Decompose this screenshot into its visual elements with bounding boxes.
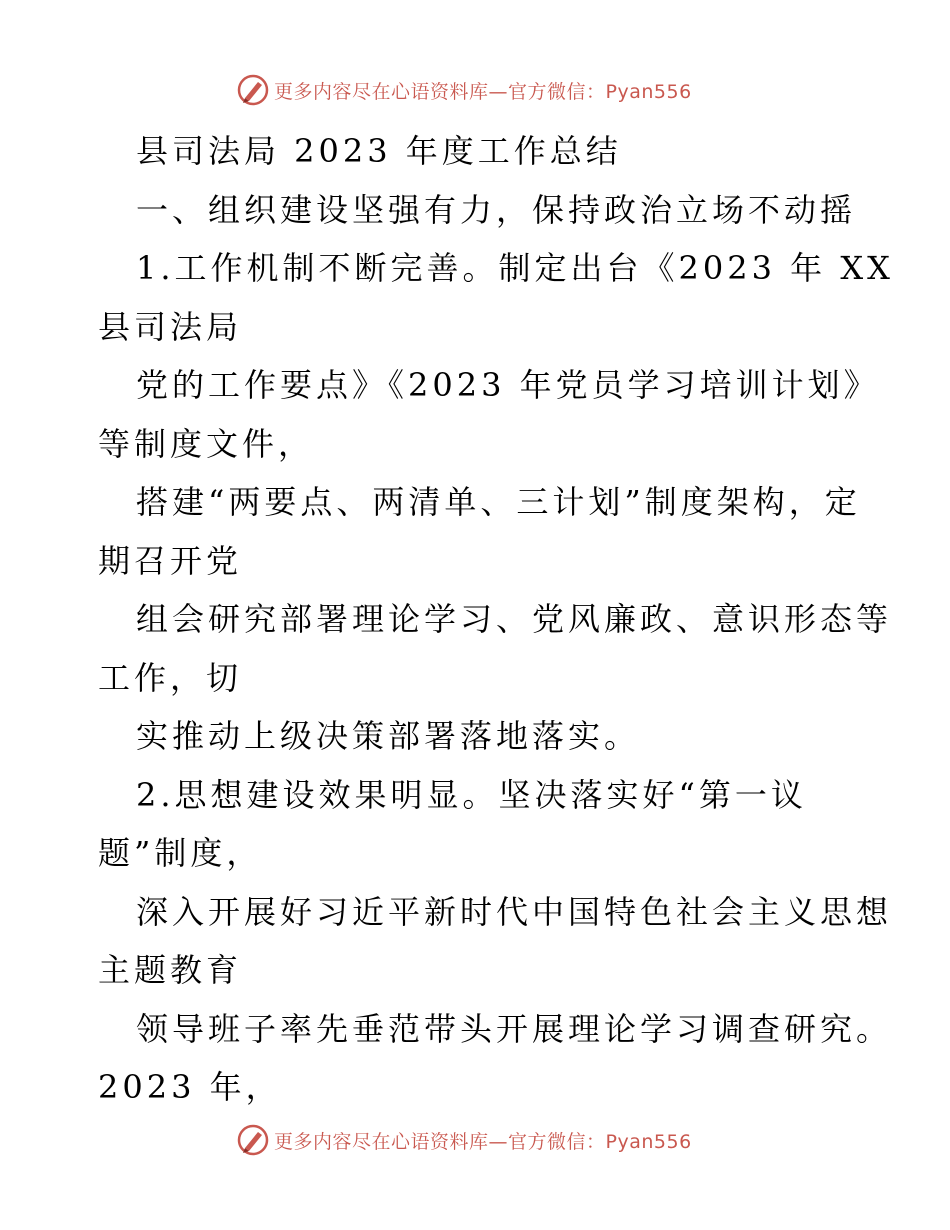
- pen-logo-icon: [236, 1123, 270, 1157]
- document-line: 县司法局: [98, 307, 243, 346]
- document-line: 一、组织建设坚强有力，保持政治立场不动摇: [136, 190, 857, 229]
- watermark-text: [274, 77, 692, 104]
- document-line: 2.思想建设效果明显。坚决落实好“第一议: [136, 775, 807, 814]
- document-line: 深入开展好习近平新时代中国特色社会主义思想: [136, 892, 893, 931]
- document-body: [98, 122, 894, 1117]
- document-line: 领导班子率先垂范带头开展理论学习调查研究。: [136, 1009, 893, 1048]
- document-line: 实推动上级决策部署落地落实。: [136, 717, 641, 755]
- pen-logo-icon: [236, 73, 270, 107]
- document-line: 党的工作要点》《2023 年党员学习培训计划》: [136, 366, 880, 404]
- document-line: 组会研究部署理论学习、党风廉政、意识形态等: [136, 600, 893, 638]
- watermark-header: [236, 72, 692, 108]
- watermark-dash: —: [488, 1130, 509, 1153]
- watermark-footer: [236, 1122, 692, 1158]
- document-line: 等制度文件，: [98, 424, 315, 463]
- watermark-text: [274, 1127, 692, 1154]
- watermark-main: 更多内容尽在心语资料库: [274, 1130, 489, 1153]
- document-line: 1.工作机制不断完善。制定出台《2023 年 XX: [136, 249, 894, 287]
- watermark-main: 更多内容尽在心语资料库: [274, 80, 489, 103]
- watermark-official: 官方微信：: [508, 1130, 606, 1153]
- watermark-official: 官方微信：: [508, 80, 606, 103]
- watermark-id: Pyan556: [605, 80, 692, 103]
- document-line: 县司法局 2023 年度工作总结: [136, 132, 622, 170]
- document-line: 2023 年，: [98, 1068, 282, 1106]
- watermark-dash: —: [488, 80, 509, 103]
- document-line: 主题教育: [98, 951, 243, 989]
- document-line: 工作，切: [98, 658, 243, 697]
- watermark-id: Pyan556: [605, 1130, 692, 1153]
- document-line: 题”制度，: [98, 834, 263, 872]
- document-line: 搭建“两要点、两清单、三计划”制度架构，定: [136, 483, 861, 521]
- document-line: 期召开党: [98, 541, 243, 580]
